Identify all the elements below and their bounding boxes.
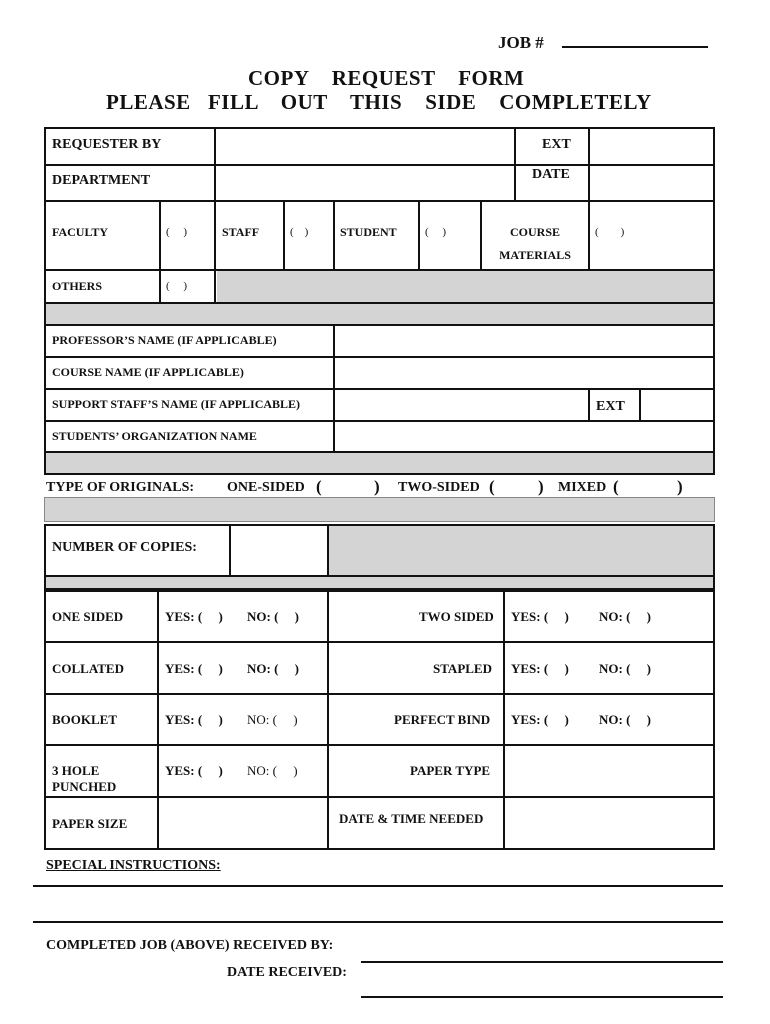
student-checkbox[interactable]: ( ) [425, 226, 447, 238]
special-instructions-line-1[interactable] [33, 885, 723, 887]
two-sided-label: TWO SIDED [419, 609, 494, 624]
course-materials-label-1: COURSE [509, 225, 560, 239]
two-sided-yes[interactable]: YES: ( ) [511, 609, 569, 624]
three-hole-yes[interactable]: YES: ( ) [165, 763, 223, 778]
two-sided-original-open[interactable]: ( [489, 477, 495, 496]
mixed-original-close[interactable]: ) [677, 477, 683, 496]
requester-by-label: REQUESTER BY [52, 137, 162, 152]
two-sided-original-close[interactable]: ) [538, 477, 544, 496]
collated-yes[interactable]: YES: ( ) [165, 661, 223, 676]
students-organization-field[interactable] [335, 422, 713, 451]
stapled-yes[interactable]: YES: ( ) [511, 661, 569, 676]
support-staff-name-label: SUPPORT STAFF’S NAME (IF APPLICABLE) [52, 397, 301, 411]
number-of-copies-field[interactable] [231, 526, 327, 575]
professor-name-label: PROFESSOR’S NAME (IF APPLICABLE) [52, 333, 277, 347]
one-sided-label: ONE SIDED [52, 609, 124, 624]
form-title: COPY REQUEST FORM [248, 66, 525, 90]
paper-size-label: PAPER SIZE [52, 816, 128, 831]
date-time-needed-label: DATE & TIME NEEDED [339, 811, 484, 826]
three-hole-no[interactable]: NO: ( ) [247, 763, 298, 778]
one-sided-no[interactable]: NO: ( ) [247, 609, 299, 624]
perfect-bind-label: PERFECT BIND [394, 712, 491, 727]
professor-name-field[interactable] [335, 326, 713, 356]
perfect-bind-yes[interactable]: YES: ( ) [511, 712, 569, 727]
date-received-field[interactable] [361, 996, 723, 998]
date-time-needed-field[interactable] [505, 798, 713, 848]
date-label: DATE [532, 167, 570, 182]
paper-type-label: PAPER TYPE [410, 763, 491, 778]
collated-no[interactable]: NO: ( ) [247, 661, 299, 676]
department-label: DEPARTMENT [52, 173, 151, 188]
booklet-label: BOOKLET [52, 712, 118, 727]
type-of-originals-label: TYPE OF ORIGINALS: [46, 480, 195, 495]
faculty-label: FACULTY [52, 225, 109, 239]
perfect-bind-no[interactable]: NO: ( ) [599, 712, 651, 727]
one-sided-original-label: ONE-SIDED [227, 480, 305, 495]
ext-label: EXT [542, 137, 571, 152]
faculty-checkbox[interactable]: ( ) [166, 226, 188, 238]
students-organization-label: STUDENTS’ ORGANIZATION NAME [52, 429, 257, 443]
course-materials-label-2: MATERIALS [499, 248, 571, 262]
department-field[interactable] [216, 166, 514, 200]
one-sided-original-open[interactable]: ( [316, 477, 322, 496]
staff-label: STAFF [222, 225, 260, 239]
course-name-label: COURSE NAME (IF APPLICABLE) [52, 365, 244, 379]
three-hole-label-2: PUNCHED [52, 779, 117, 794]
paper-type-field[interactable] [505, 746, 713, 796]
booklet-no[interactable]: NO: ( ) [247, 712, 298, 727]
one-sided-yes[interactable]: YES: ( ) [165, 609, 223, 624]
special-instructions-label: SPECIAL INSTRUCTIONS: [46, 858, 221, 873]
mixed-original-label: MIXED [558, 480, 607, 495]
job-number-field[interactable] [562, 46, 708, 48]
three-hole-label-1: 3 HOLE [52, 763, 100, 778]
completed-job-received-by-field[interactable] [361, 961, 723, 963]
student-label: STUDENT [340, 225, 397, 239]
number-of-copies-label: NUMBER OF COPIES: [52, 540, 197, 555]
two-sided-no[interactable]: NO: ( ) [599, 609, 651, 624]
staff-checkbox[interactable]: ( ) [290, 226, 309, 238]
form-subtitle: PLEASE FILL OUT THIS SIDE COMPLETELY [106, 90, 652, 114]
booklet-yes[interactable]: YES: ( ) [165, 712, 223, 727]
support-ext-label: EXT [596, 399, 625, 414]
others-checkbox[interactable]: ( ) [166, 280, 188, 292]
support-ext-field[interactable] [641, 390, 713, 420]
special-instructions-line-2[interactable] [33, 921, 723, 923]
course-materials-checkbox[interactable]: ( ) [595, 226, 625, 238]
two-sided-original-label: TWO-SIDED [398, 480, 480, 495]
ext-field[interactable] [590, 129, 713, 164]
stapled-label: STAPLED [433, 661, 492, 676]
support-staff-name-field[interactable] [335, 390, 588, 420]
mixed-original-open[interactable]: ( [613, 477, 619, 496]
originals-divider-band [44, 497, 715, 522]
others-label: OTHERS [52, 279, 103, 293]
date-received-label: DATE RECEIVED: [227, 965, 347, 980]
course-name-field[interactable] [335, 358, 713, 388]
one-sided-original-close[interactable]: ) [374, 477, 380, 496]
stapled-no[interactable]: NO: ( ) [599, 661, 651, 676]
collated-label: COLLATED [52, 661, 124, 676]
completed-job-received-by-label: COMPLETED JOB (ABOVE) RECEIVED BY: [46, 938, 334, 953]
job-number-label: JOB # [498, 33, 544, 52]
paper-size-field[interactable] [159, 798, 327, 848]
requester-by-field[interactable] [216, 129, 514, 164]
date-field[interactable] [590, 166, 713, 200]
